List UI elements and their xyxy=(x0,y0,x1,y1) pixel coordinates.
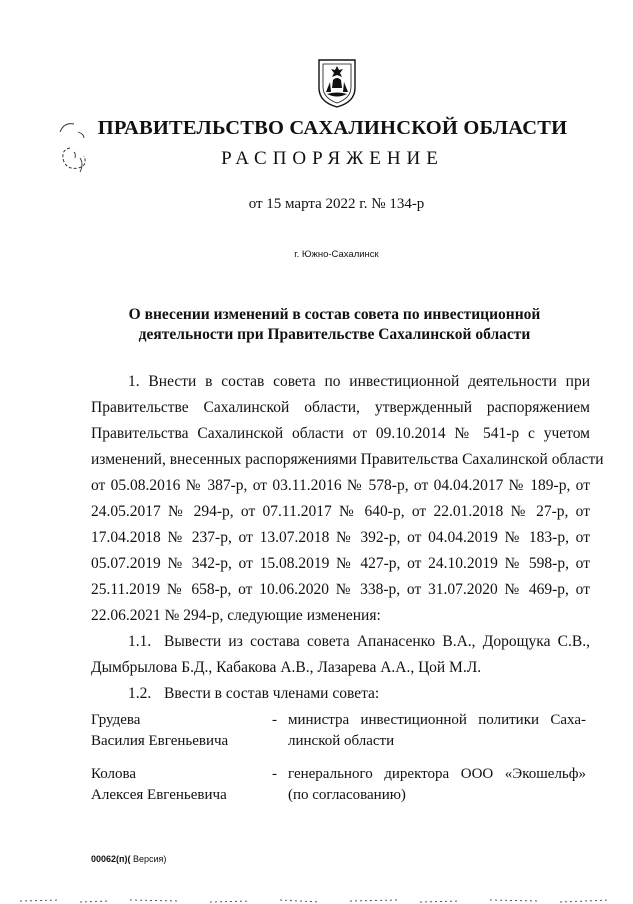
document-footer-code xyxy=(91,854,166,864)
footer-version: Версия) xyxy=(130,854,167,864)
paragraph-line: изменений, внесенных распоряжениями Правительства Сахалинской области xyxy=(91,451,604,468)
paragraph-line: от 05.08.2016 № 387-р, от 03.11.2016 № 578-р, от 04.04.2017 № 189-р, от xyxy=(91,477,590,494)
role-line: министра инвестиционной политики Саха- xyxy=(288,712,586,728)
member-dash: - xyxy=(272,712,277,728)
item-line: Дымбрылова Б.Д., Кабакова А.В., Лазарева А.А., Цой М.Л. xyxy=(91,659,482,676)
paragraph-line: 25.11.2019 № 658-р, от 10.06.2020 № 338-р, от 31.07.2020 № 469-р, от xyxy=(91,581,590,598)
member-role xyxy=(288,710,586,752)
document-type-heading: РАСПОРЯЖЕНИЕ xyxy=(221,148,444,169)
member-name xyxy=(91,764,227,806)
role-line: генерального директора ООО «Экошельф» xyxy=(288,766,586,782)
paragraph-line: Правительства Сахалинской области от 09.10.2014 № 541-р с учетом xyxy=(91,425,590,442)
paragraph-line: 1. Внести в состав совета по инвестиционной деятельности при xyxy=(128,373,590,390)
paragraph-line: Правительстве Сахалинской области, утвержденный распоряжением xyxy=(91,399,590,416)
subject-line: О внесении изменений в состав совета по инвестиционной xyxy=(128,306,541,323)
organization-title: ПРАВИТЕЛЬСТВО САХАЛИНСКОЙ ОБЛАСТИ xyxy=(97,117,568,139)
member-surname: Колова xyxy=(91,766,137,782)
member-dash: - xyxy=(272,766,277,782)
document-date-number: от 15 марта 2022 г. № 134-р xyxy=(248,196,425,212)
subject-line: деятельности при Правительстве Сахалинской области xyxy=(138,326,531,343)
paragraph-line: 17.04.2018 № 237-р, от 13.07.2018 № 392-р, от 04.04.2019 № 183-р, от xyxy=(91,529,590,546)
scan-artifact-line xyxy=(20,896,620,904)
member-given-names: Алексея Евгеньевича xyxy=(91,787,227,803)
role-line: линской области xyxy=(288,733,395,749)
paragraph-line: 22.06.2021 № 294-р, следующие изменения: xyxy=(91,607,381,624)
item-text: Ввести в состав членами совета: xyxy=(164,685,380,702)
paragraph-line: 05.07.2019 № 342-р, от 15.08.2019 № 427-р, от 24.10.2019 № 598-р, от xyxy=(91,555,590,572)
item-line: Вывести из состава совета Апанасенко В.А., Дорощука С.В., xyxy=(164,633,590,650)
member-name xyxy=(91,710,228,752)
item-number: 1.2. xyxy=(128,685,152,702)
item-number: 1.1. xyxy=(128,633,152,650)
coat-of-arms-icon xyxy=(315,58,359,108)
role-line: (по согласованию) xyxy=(288,787,406,803)
member-given-names: Василия Евгеньевича xyxy=(91,733,229,749)
document-city: г. Южно-Сахалинск xyxy=(294,249,379,260)
member-surname: Грудева xyxy=(91,712,141,728)
paragraph-line: 24.05.2017 № 294-р, от 07.11.2017 № 640-р, от 22.01.2018 № 27-р, от xyxy=(91,503,590,520)
member-role xyxy=(288,764,586,806)
document-subject xyxy=(18,305,633,345)
footer-code: 00062(п)( xyxy=(91,854,131,864)
